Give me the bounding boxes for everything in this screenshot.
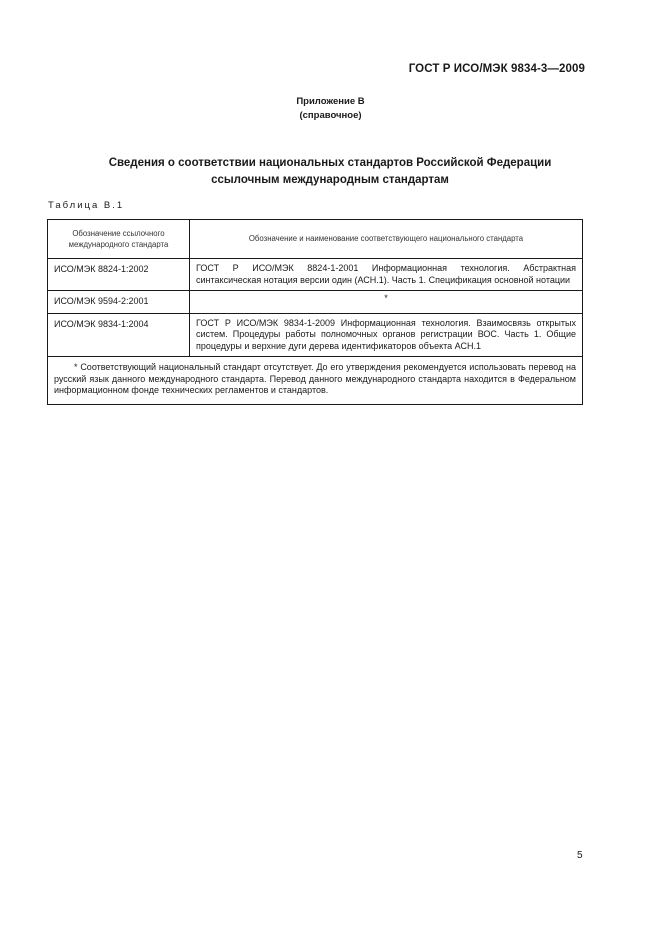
- table-caption: Таблица В.1: [48, 200, 125, 211]
- appendix-heading: [0, 95, 661, 123]
- table-row: [48, 291, 583, 314]
- reference-standard-cell: ИСО/МЭК 9834-1:2004: [48, 313, 190, 357]
- appendix-subtitle: (справочное): [299, 110, 362, 121]
- appendix-title: Приложение В: [296, 96, 365, 107]
- table-row: [48, 313, 583, 357]
- national-standard-cell: ГОСТ Р ИСО/МЭК 9834-1-2009 Информационная технология. Взаимосвязь открытых систем. Процедуры работы полномочных органов регистрации ВОС. Часть 1. Общие процедуры и верхние дуги дерева идентификаторов объекта АСН.1: [190, 313, 583, 357]
- table-header-row: [48, 220, 583, 259]
- national-standard-cell: ГОСТ Р ИСО/МЭК 8824-1-2001 Информационная технология. Абстрактная синтаксическая нотация версии один (АСН.1). Часть 1. Спецификация основной нотации: [190, 259, 583, 291]
- page-number: 5: [577, 850, 583, 861]
- reference-standard-cell: ИСО/МЭК 9594-2:2001: [48, 291, 190, 314]
- table-footnote: * Соответствующий национальный стандарт отсутствует. До его утверждения рекомендуется использовать перевод на русский язык данного международного стандарта. Перевод данного международного стандарта находится в Федеральном информационном фонде технических регламентов и стандартов.: [48, 357, 583, 405]
- national-standard-cell: *: [190, 291, 583, 314]
- standards-correspondence-table: [47, 219, 583, 405]
- section-title-line-1: Сведения о соответствии национальных стандартов Российской Федерации: [108, 157, 552, 169]
- section-title: [60, 155, 600, 189]
- table-footnote-row: [48, 357, 583, 405]
- reference-standard-cell: ИСО/МЭК 8824-1:2002: [48, 259, 190, 291]
- standard-code: ГОСТ Р ИСО/МЭК 9834-3—2009: [408, 63, 585, 75]
- column-header-reference-standard: Обозначение ссылочного международного стандарта: [48, 220, 190, 259]
- column-header-national-standard: Обозначение и наименование соответствующего национального стандарта: [190, 220, 583, 259]
- document-header: [409, 63, 585, 75]
- table-row: [48, 259, 583, 291]
- section-title-line-2: ссылочным международным стандартам: [211, 174, 449, 186]
